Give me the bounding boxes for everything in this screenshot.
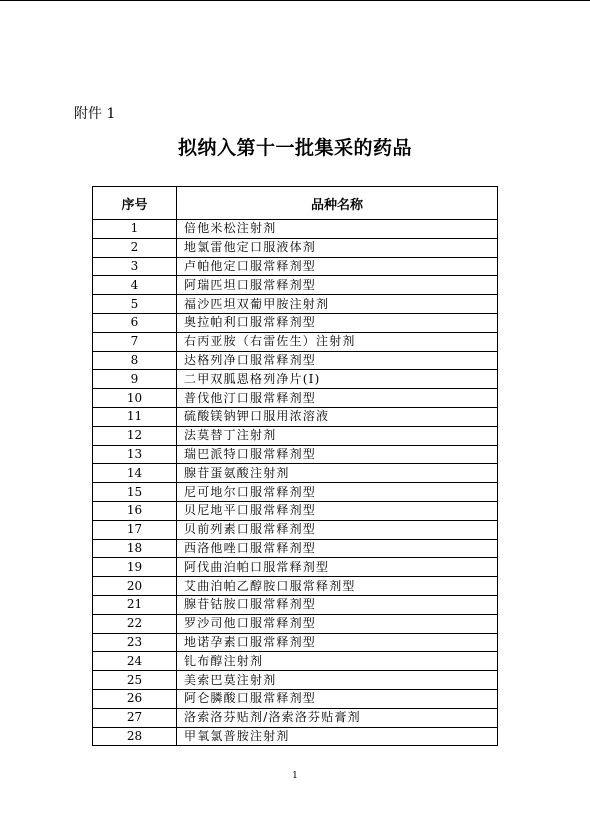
row-serial-number: 21 <box>93 595 177 614</box>
table-row <box>93 558 498 577</box>
table-row <box>93 407 498 426</box>
row-serial-number: 10 <box>93 389 177 408</box>
row-serial-number: 11 <box>93 407 177 426</box>
row-serial-number: 8 <box>93 351 177 370</box>
row-drug-name: 阿瑞匹坦口服常释剂型 <box>177 276 498 295</box>
row-serial-number: 2 <box>93 238 177 257</box>
row-drug-name: 倍他米松注射剂 <box>177 220 498 239</box>
header-serial-number: 序号 <box>93 187 177 220</box>
row-drug-name: 奥拉帕利口服常释剂型 <box>177 313 498 332</box>
row-drug-name: 阿伐曲泊帕口服常释剂型 <box>177 558 498 577</box>
row-drug-name: 普伐他汀口服常释剂型 <box>177 389 498 408</box>
row-drug-name: 阿仑膦酸口服常释剂型 <box>177 689 498 708</box>
table-row <box>93 595 498 614</box>
table-row <box>93 389 498 408</box>
header-drug-name: 品种名称 <box>177 187 498 220</box>
row-serial-number: 20 <box>93 577 177 596</box>
row-serial-number: 17 <box>93 520 177 539</box>
table-row <box>93 351 498 370</box>
row-drug-name: 艾曲泊帕乙醇胺口服常释剂型 <box>177 577 498 596</box>
row-drug-name: 美索巴莫注射剂 <box>177 671 498 690</box>
row-drug-name: 达格列净口服常释剂型 <box>177 351 498 370</box>
row-serial-number: 7 <box>93 332 177 351</box>
table-row <box>93 539 498 558</box>
row-drug-name: 二甲双胍恩格列净片(Ⅰ) <box>177 370 498 389</box>
table-row <box>93 577 498 596</box>
table-row <box>93 633 498 652</box>
table-row <box>93 671 498 690</box>
row-serial-number: 15 <box>93 483 177 502</box>
row-serial-number: 9 <box>93 370 177 389</box>
row-drug-name: 瑞巴派特口服常释剂型 <box>177 445 498 464</box>
row-serial-number: 23 <box>93 633 177 652</box>
row-serial-number: 4 <box>93 276 177 295</box>
table-row <box>93 501 498 520</box>
row-drug-name: 腺苷蛋氨酸注射剂 <box>177 464 498 483</box>
table-row <box>93 689 498 708</box>
page-number: 1 <box>292 771 298 781</box>
top-rule <box>0 0 590 1</box>
table-row <box>93 220 498 239</box>
table-row <box>93 295 498 314</box>
row-drug-name: 卢帕他定口服常释剂型 <box>177 257 498 276</box>
row-drug-name: 钆布醇注射剂 <box>177 652 498 671</box>
row-serial-number: 18 <box>93 539 177 558</box>
row-drug-name: 尼可地尔口服常释剂型 <box>177 483 498 502</box>
row-serial-number: 22 <box>93 614 177 633</box>
row-serial-number: 1 <box>93 220 177 239</box>
table-row <box>93 614 498 633</box>
row-serial-number: 19 <box>93 558 177 577</box>
document-title: 拟纳入第十一批集采的药品 <box>177 137 412 159</box>
row-serial-number: 27 <box>93 708 177 727</box>
table-row <box>93 257 498 276</box>
table-header-row <box>93 187 498 220</box>
row-serial-number: 16 <box>93 501 177 520</box>
row-serial-number: 14 <box>93 464 177 483</box>
row-serial-number: 28 <box>93 727 177 746</box>
row-drug-name: 贝前列素口服常释剂型 <box>177 520 498 539</box>
table-row <box>93 520 498 539</box>
row-drug-name: 腺苷钴胺口服常释剂型 <box>177 595 498 614</box>
table-row <box>93 276 498 295</box>
table-row <box>93 370 498 389</box>
row-drug-name: 法莫替丁注射剂 <box>177 426 498 445</box>
table-row <box>93 445 498 464</box>
table-row <box>93 727 498 746</box>
row-drug-name: 罗沙司他口服常释剂型 <box>177 614 498 633</box>
row-serial-number: 6 <box>93 313 177 332</box>
row-drug-name: 福沙匹坦双葡甲胺注射剂 <box>177 295 498 314</box>
row-serial-number: 26 <box>93 689 177 708</box>
row-serial-number: 3 <box>93 257 177 276</box>
attachment-label: 附件 1 <box>74 106 116 122</box>
row-drug-name: 洛索洛芬贴剂/洛索洛芬贴膏剂 <box>177 708 498 727</box>
row-serial-number: 5 <box>93 295 177 314</box>
row-drug-name: 硫酸镁钠钾口服用浓溶液 <box>177 407 498 426</box>
row-serial-number: 25 <box>93 671 177 690</box>
table-row <box>93 238 498 257</box>
table-row <box>93 652 498 671</box>
table-body <box>93 220 498 746</box>
row-drug-name: 西洛他唑口服常释剂型 <box>177 539 498 558</box>
row-drug-name: 甲氧氯普胺注射剂 <box>177 727 498 746</box>
table-row <box>93 426 498 445</box>
table-row <box>93 332 498 351</box>
row-drug-name: 地诺孕素口服常释剂型 <box>177 633 498 652</box>
row-serial-number: 12 <box>93 426 177 445</box>
table-row <box>93 313 498 332</box>
table-row <box>93 464 498 483</box>
row-drug-name: 地氯雷他定口服液体剂 <box>177 238 498 257</box>
row-drug-name: 贝尼地平口服常释剂型 <box>177 501 498 520</box>
row-serial-number: 13 <box>93 445 177 464</box>
table-row <box>93 708 498 727</box>
row-serial-number: 24 <box>93 652 177 671</box>
table-row <box>93 483 498 502</box>
drug-table <box>92 186 498 746</box>
row-drug-name: 右丙亚胺（右雷佐生）注射剂 <box>177 332 498 351</box>
